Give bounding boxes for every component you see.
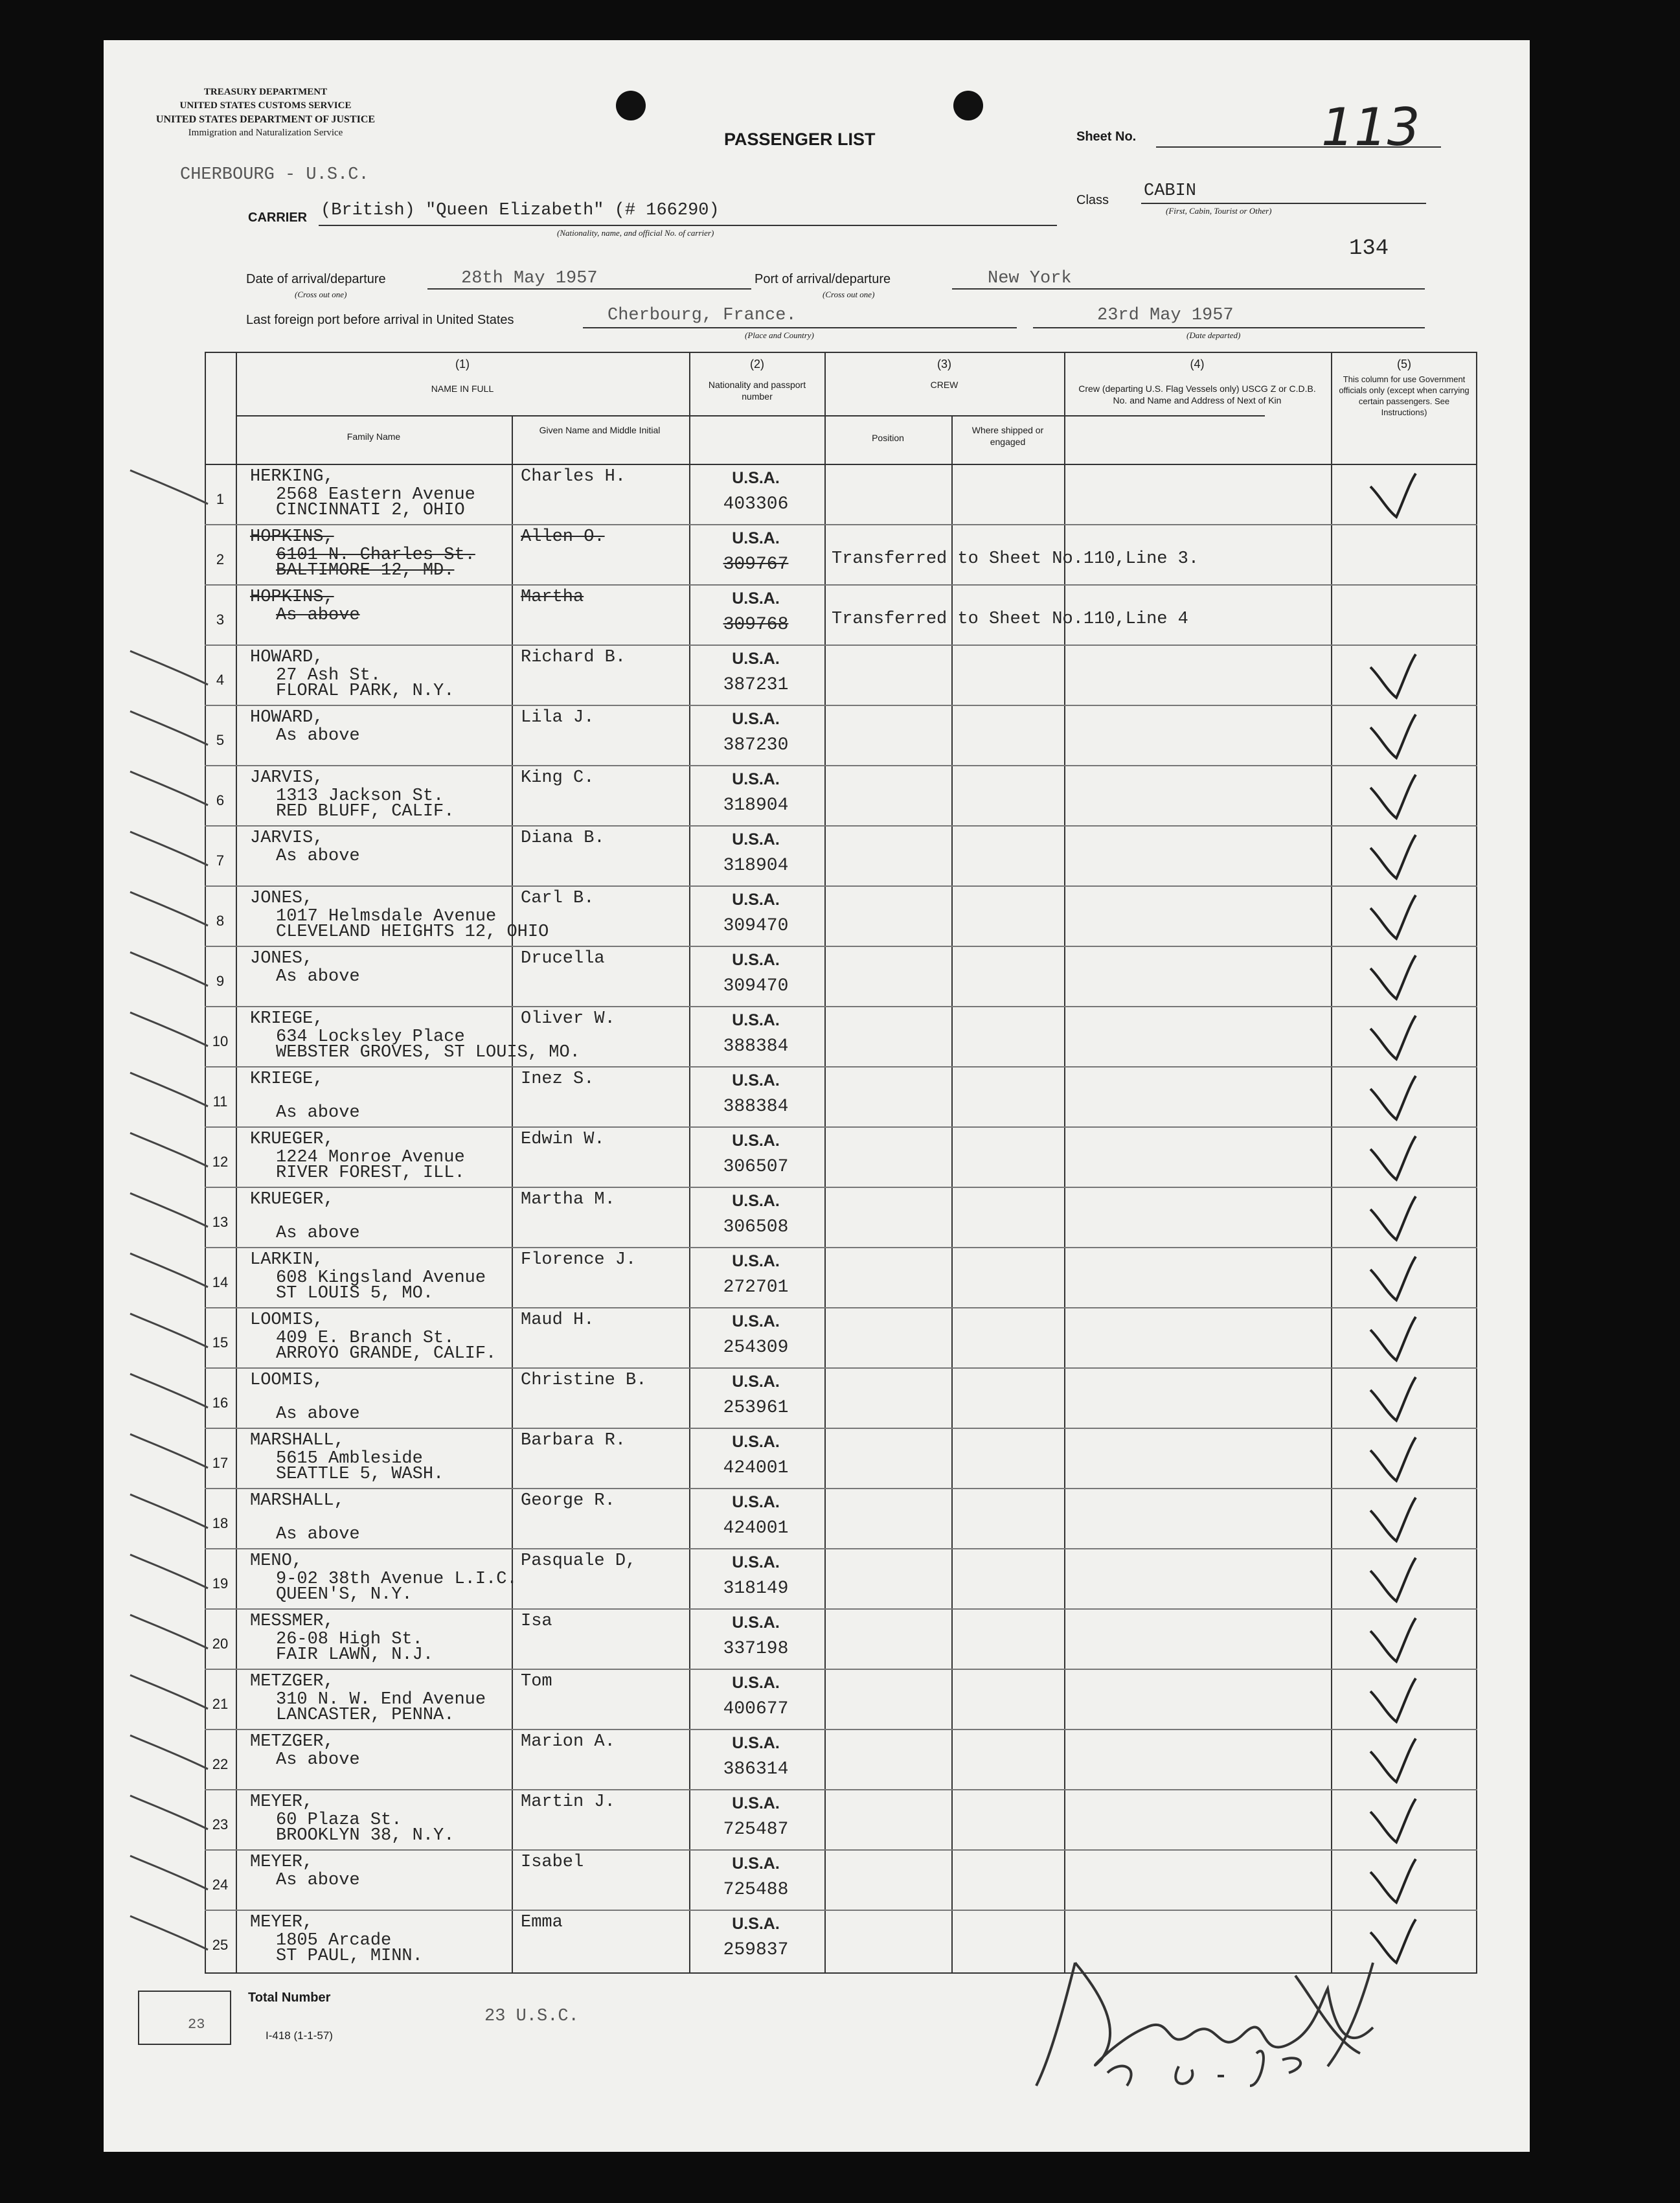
address-line-1: As above — [276, 1871, 360, 1890]
line-number: 3 — [216, 611, 225, 628]
given-name: Allen O. — [521, 527, 605, 547]
given-name: Charles H. — [521, 467, 626, 486]
audit-tick-icon — [127, 946, 211, 991]
given-name: Richard B. — [521, 648, 626, 667]
audit-tick-icon — [127, 1126, 211, 1172]
line-number: 9 — [216, 973, 225, 989]
address-line-2: RIVER FOREST, ILL. — [276, 1163, 465, 1183]
audit-tick-icon — [127, 1367, 211, 1413]
passenger-table — [205, 352, 1477, 1974]
line-number: 2 — [216, 551, 225, 567]
given-name: George R. — [521, 1491, 615, 1511]
line-number: 1 — [216, 491, 225, 507]
passport-number: 387230 — [723, 735, 789, 755]
departed-caption: (Date departed) — [1186, 330, 1241, 340]
family-name: KRUEGER, — [250, 1190, 334, 1209]
col2-header: (2) Nationality and passport number — [708, 358, 806, 402]
audit-tick-icon — [127, 1548, 211, 1593]
passport-number: 309768 — [723, 615, 789, 635]
address-line-2: BALTIMORE 12, MD. — [276, 561, 455, 580]
punch-hole — [616, 91, 646, 120]
nationality: U.S.A. — [732, 650, 780, 668]
transfer-note: Transferred to Sheet No.110,Line 3. — [832, 549, 1199, 569]
table-row — [205, 524, 1477, 584]
col1-header: (1) NAME IN FULL — [431, 358, 494, 394]
page-number: 134 — [1349, 236, 1389, 261]
check-mark-icon — [1364, 1675, 1429, 1727]
given-name: Lila J. — [521, 708, 595, 727]
carrier-value: (British) "Queen Elizabeth" (# 166290) — [321, 201, 720, 220]
address-line-2: As above — [276, 1224, 360, 1243]
address-line-1: 26-08 High St. — [276, 1630, 423, 1649]
line-number: 15 — [212, 1334, 229, 1351]
address-line-2: SEATTLE 5, WASH. — [276, 1465, 444, 1484]
audit-tick-icon — [127, 1849, 211, 1895]
line-number: 21 — [212, 1696, 229, 1712]
passport-number: 259837 — [723, 1940, 789, 1960]
carrier-label: CARRIER — [248, 211, 308, 225]
table-row — [205, 1548, 1477, 1608]
address-line-1: As above — [276, 606, 360, 625]
line-number: 22 — [212, 1756, 229, 1772]
passport-number: 388384 — [723, 1097, 789, 1117]
passport-number: 725488 — [723, 1880, 789, 1900]
audit-tick-icon — [127, 1669, 211, 1714]
passport-number: 424001 — [723, 1458, 789, 1478]
given-name: Martin J. — [521, 1792, 615, 1812]
port-value: New York — [988, 269, 1072, 288]
nationality: U.S.A. — [732, 1312, 780, 1330]
check-mark-icon — [1364, 1494, 1429, 1546]
audit-tick-icon — [127, 1789, 211, 1834]
address-line-1: 6101 N. Charles St. — [276, 545, 475, 565]
address-line-1: 409 E. Branch St. — [276, 1329, 455, 1348]
department-header: TREASURY DEPARTMENT UNITED STATES CUSTOMS SERVICE UNITED STATES DEPARTMENT OF JUSTICE Immigration and Naturalization Service — [155, 87, 376, 138]
family-name: KRUEGER, — [250, 1130, 334, 1149]
passport-number: 272701 — [723, 1277, 789, 1297]
table-row — [205, 1006, 1477, 1066]
nationality: U.S.A. — [732, 830, 780, 849]
given-name-header: Given Name and Middle Initial — [539, 425, 661, 435]
address-line-1: 1805 Arcade — [276, 1931, 392, 1950]
family-name: JONES, — [250, 949, 313, 968]
check-mark-icon — [1364, 1133, 1429, 1185]
line-number: 11 — [212, 1093, 228, 1110]
line-number: 25 — [212, 1937, 229, 1953]
given-name: Drucella — [521, 949, 605, 968]
crossout-caption-2: (Cross out one) — [823, 290, 875, 299]
given-name: Edwin W. — [521, 1130, 605, 1149]
address-line-1: 60 Plaza St. — [276, 1810, 402, 1830]
check-mark-icon — [1364, 1012, 1429, 1064]
family-name: METZGER, — [250, 1732, 334, 1752]
punch-hole — [953, 91, 983, 120]
family-name: MARSHALL, — [250, 1491, 345, 1511]
line-number: 12 — [212, 1154, 229, 1170]
nationality: U.S.A. — [732, 529, 780, 547]
address-line-2: BROOKLYN 38, N.Y. — [276, 1826, 455, 1845]
address-line-2: WEBSTER GROVES, ST LOUIS, MO. — [276, 1043, 580, 1062]
given-name: Oliver W. — [521, 1009, 615, 1029]
address-line-2: QUEEN'S, N.Y. — [276, 1585, 413, 1604]
family-name: MEYER, — [250, 1792, 313, 1812]
family-name: MEYER, — [250, 1913, 313, 1932]
address-line-2: FLORAL PARK, N.Y. — [276, 681, 455, 701]
given-name: King C. — [521, 768, 595, 788]
check-mark-icon — [1364, 1434, 1429, 1486]
address-line-2: As above — [276, 1103, 360, 1123]
table-row — [205, 1126, 1477, 1187]
port-stamp: CHERBOURG - U.S.C. — [180, 165, 369, 185]
where-shipped-header: Where shipped or engaged — [971, 425, 1044, 447]
position-header: Position — [872, 433, 904, 443]
nationality: U.S.A. — [732, 1011, 780, 1029]
nationality: U.S.A. — [732, 589, 780, 608]
address-line-1: 1017 Helmsdale Avenue — [276, 907, 497, 926]
table-row — [205, 885, 1477, 946]
given-name: Isabel — [521, 1853, 584, 1872]
nationality: U.S.A. — [732, 1433, 780, 1451]
given-name: Carl B. — [521, 889, 595, 908]
address-line-2: LANCASTER, PENNA. — [276, 1706, 455, 1725]
address-line-1: 310 N. W. End Avenue — [276, 1690, 486, 1709]
arrival-label: Date of arrival/departure — [246, 272, 386, 286]
family-name: HERKING, — [250, 467, 334, 486]
total-value: 23 U.S.C. — [484, 2007, 579, 2026]
address-line-1: As above — [276, 1750, 360, 1770]
nationality: U.S.A. — [732, 1252, 780, 1270]
passport-number: 318149 — [723, 1579, 789, 1599]
family-name: KRIEGE, — [250, 1069, 324, 1089]
family-name: HOPKINS, — [250, 527, 334, 547]
audit-tick-icon — [127, 1006, 211, 1051]
check-mark-icon — [1364, 1796, 1429, 1847]
address-line-2: ST PAUL, MINN. — [276, 1946, 423, 1966]
table-row — [205, 1789, 1477, 1849]
check-mark-icon — [1364, 1314, 1429, 1365]
total-box-value: 23 — [188, 2016, 205, 2033]
audit-tick-icon — [127, 1488, 211, 1533]
table-row — [205, 1669, 1477, 1729]
family-name: METZGER, — [250, 1672, 334, 1691]
passport-number: 254309 — [723, 1338, 789, 1358]
passport-number: 309767 — [723, 554, 789, 575]
family-name: KRIEGE, — [250, 1009, 324, 1029]
line-number: 5 — [216, 732, 225, 748]
passport-number: 337198 — [723, 1639, 789, 1659]
address-line-1: 608 Kingsland Avenue — [276, 1268, 486, 1288]
table-row — [205, 1608, 1477, 1669]
address-line-1: 9-02 38th Avenue L.I.C. — [276, 1569, 517, 1589]
check-mark-icon — [1364, 711, 1429, 763]
address-line-2: RED BLUFF, CALIF. — [276, 802, 455, 821]
passport-number: 725487 — [723, 1820, 789, 1840]
check-mark-icon — [1364, 771, 1429, 823]
table-row — [205, 705, 1477, 765]
line-number: 23 — [212, 1816, 229, 1832]
col3-header: (3) CREW — [930, 358, 959, 390]
nationality: U.S.A. — [732, 770, 780, 788]
family-name: HOPKINS, — [250, 588, 334, 607]
line-number: 4 — [216, 672, 225, 688]
line-number: 16 — [212, 1395, 229, 1411]
nationality: U.S.A. — [732, 1855, 780, 1873]
given-name: Tom — [521, 1672, 552, 1691]
address-line-1: As above — [276, 967, 360, 987]
audit-tick-icon — [127, 705, 211, 750]
audit-tick-icon — [127, 1066, 211, 1112]
given-name: Christine B. — [521, 1371, 647, 1390]
line-number: 13 — [212, 1214, 229, 1230]
given-name: Inez S. — [521, 1069, 595, 1089]
family-name: JONES, — [250, 889, 313, 908]
check-mark-icon — [1364, 1555, 1429, 1606]
address-line-2: ST LOUIS 5, MO. — [276, 1284, 434, 1303]
table-row — [205, 1428, 1477, 1488]
address-line-1: As above — [276, 726, 360, 746]
nationality: U.S.A. — [732, 891, 780, 909]
table-row — [205, 765, 1477, 825]
check-mark-icon — [1364, 651, 1429, 703]
check-mark-icon — [1364, 1073, 1429, 1124]
table-row — [205, 1729, 1477, 1789]
address-line-1: 1313 Jackson St. — [276, 786, 444, 806]
family-name-header: Family Name — [346, 431, 401, 442]
line-number: 18 — [212, 1515, 229, 1531]
check-mark-icon — [1364, 1856, 1429, 1908]
family-name: LOOMIS, — [250, 1310, 324, 1330]
audit-tick-icon — [127, 1307, 211, 1353]
given-name: Pasquale D, — [521, 1551, 637, 1571]
address-line-1: 5615 Ambleside — [276, 1449, 423, 1468]
family-name: HOWARD, — [250, 648, 324, 667]
table-row — [205, 1307, 1477, 1367]
passport-number: 388384 — [723, 1036, 789, 1056]
col4-header: (4) Crew (departing U.S. Flag Vessels only) USCG Z or C.D.B. No. and Name and Address of Next of Kin — [1078, 358, 1316, 405]
passport-number: 424001 — [723, 1518, 789, 1538]
lastport-value: Cherbourg, France. — [607, 306, 797, 325]
total-box — [138, 1991, 231, 2045]
nationality: U.S.A. — [732, 1674, 780, 1692]
address-line-1: As above — [276, 847, 360, 866]
officer-signature — [1023, 1937, 1438, 2099]
line-number: 10 — [212, 1033, 229, 1049]
table-row — [205, 1247, 1477, 1307]
check-mark-icon — [1364, 1374, 1429, 1426]
transfer-note: Transferred to Sheet No.110,Line 4 — [832, 610, 1188, 629]
address-line-2: As above — [276, 1525, 360, 1544]
address-line-1: 2568 Eastern Avenue — [276, 485, 475, 505]
nationality: U.S.A. — [732, 1493, 780, 1511]
given-name: Diana B. — [521, 828, 605, 848]
table-row — [205, 464, 1477, 524]
passport-number: 387231 — [723, 675, 789, 695]
family-name: MEYER, — [250, 1853, 313, 1872]
given-name: Barbara R. — [521, 1431, 626, 1450]
check-mark-icon — [1364, 1615, 1429, 1667]
arrival-value: 28th May 1957 — [461, 269, 598, 288]
check-mark-icon — [1364, 1253, 1429, 1305]
passport-number: 309470 — [723, 916, 789, 936]
check-mark-icon — [1364, 892, 1429, 944]
line-number: 8 — [216, 913, 225, 929]
passport-number: 306507 — [723, 1157, 789, 1177]
audit-tick-icon — [127, 1910, 211, 1955]
carrier-caption: (Nationality, name, and official No. of carrier) — [557, 228, 714, 238]
given-name: Marion A. — [521, 1732, 615, 1752]
table-row — [205, 1488, 1477, 1548]
audit-tick-icon — [127, 464, 211, 509]
nationality: U.S.A. — [732, 1553, 780, 1571]
class-value: CABIN — [1144, 181, 1197, 201]
address-line-2: CINCINNATI 2, OHIO — [276, 501, 465, 520]
nationality: U.S.A. — [732, 1734, 780, 1752]
sheet-label: Sheet No. — [1076, 130, 1137, 144]
nationality: U.S.A. — [732, 1373, 780, 1391]
check-mark-icon — [1364, 832, 1429, 884]
family-name: MENO, — [250, 1551, 303, 1571]
line-number: 7 — [216, 852, 225, 869]
nationality: U.S.A. — [732, 1794, 780, 1812]
passport-number: 318904 — [723, 856, 789, 876]
total-label: Total Number — [248, 1991, 331, 2005]
audit-tick-icon — [127, 1247, 211, 1292]
address-line-1: 1224 Monroe Avenue — [276, 1148, 465, 1167]
given-name: Emma — [521, 1913, 563, 1932]
passport-number: 253961 — [723, 1398, 789, 1418]
table-row — [205, 825, 1477, 885]
line-number: 14 — [212, 1274, 229, 1290]
nationality: U.S.A. — [732, 1192, 780, 1210]
line-number: 24 — [212, 1877, 229, 1893]
audit-tick-icon — [127, 1729, 211, 1774]
lastport-label: Last foreign port before arrival in United States — [246, 313, 514, 327]
line-number: 17 — [212, 1455, 229, 1471]
audit-tick-icon — [127, 645, 211, 690]
line-number: 6 — [216, 792, 225, 808]
address-line-1: 634 Locksley Place — [276, 1027, 465, 1047]
sheet-number: 113 — [1321, 97, 1420, 157]
table-row — [205, 584, 1477, 645]
address-line-2: FAIR LAWN, N.J. — [276, 1645, 434, 1665]
address-line-2: CLEVELAND HEIGHTS 12, OHIO — [276, 922, 549, 942]
form-number: I-418 (1-1-57) — [266, 2029, 333, 2042]
passport-number: 306508 — [723, 1217, 789, 1237]
class-label: Class — [1076, 193, 1109, 207]
address-line-2: As above — [276, 1404, 360, 1424]
audit-tick-icon — [127, 1428, 211, 1473]
audit-tick-icon — [127, 885, 211, 931]
page-title: PASSENGER LIST — [724, 130, 876, 149]
check-mark-icon — [1364, 1735, 1429, 1787]
check-mark-icon — [1364, 470, 1429, 522]
passport-number: 403306 — [723, 494, 789, 514]
passport-number: 400677 — [723, 1699, 789, 1719]
table-row — [205, 1066, 1477, 1126]
check-mark-icon — [1364, 952, 1429, 1004]
nationality: U.S.A. — [732, 951, 780, 969]
nationality: U.S.A. — [732, 1132, 780, 1150]
table-row — [205, 946, 1477, 1006]
family-name: MESSMER, — [250, 1612, 334, 1631]
audit-tick-icon — [127, 765, 211, 810]
passport-number: 318904 — [723, 795, 789, 816]
audit-tick-icon — [127, 825, 211, 871]
nationality: U.S.A. — [732, 1614, 780, 1632]
family-name: JARVIS, — [250, 768, 324, 788]
departed-value: 23rd May 1957 — [1097, 306, 1234, 325]
audit-tick-icon — [127, 1608, 211, 1654]
lastport-caption: (Place and Country) — [745, 330, 814, 340]
family-name: LOOMIS, — [250, 1371, 324, 1390]
table-row — [205, 1367, 1477, 1428]
table-row — [205, 645, 1477, 705]
given-name: Martha M. — [521, 1190, 615, 1209]
family-name: MARSHALL, — [250, 1431, 345, 1450]
class-caption: (First, Cabin, Tourist or Other) — [1166, 206, 1272, 216]
address-line-2: ARROYO GRANDE, CALIF. — [276, 1344, 497, 1364]
given-name: Maud H. — [521, 1310, 595, 1330]
passport-number: 386314 — [723, 1759, 789, 1779]
family-name: JARVIS, — [250, 828, 324, 848]
address-line-1: 27 Ash St. — [276, 666, 381, 685]
nationality: U.S.A. — [732, 1915, 780, 1933]
nationality: U.S.A. — [732, 710, 780, 728]
nationality: U.S.A. — [732, 1071, 780, 1090]
audit-tick-icon — [127, 1187, 211, 1232]
given-name: Isa — [521, 1612, 552, 1631]
line-number: 19 — [212, 1575, 229, 1592]
passport-number: 309470 — [723, 976, 789, 996]
check-mark-icon — [1364, 1193, 1429, 1245]
family-name: LARKIN, — [250, 1250, 324, 1270]
col5-header: (5) This column for use Government officials only (except when carrying certain passengers. See Instructions) — [1339, 358, 1470, 417]
table-row — [205, 1187, 1477, 1247]
nationality: U.S.A. — [732, 469, 780, 487]
port-label: Port of arrival/departure — [755, 272, 891, 286]
family-name: HOWARD, — [250, 708, 324, 727]
given-name: Martha — [521, 588, 584, 607]
crossout-caption: (Cross out one) — [295, 290, 347, 299]
table-row — [205, 1849, 1477, 1910]
given-name: Florence J. — [521, 1250, 637, 1270]
line-number: 20 — [212, 1636, 229, 1652]
